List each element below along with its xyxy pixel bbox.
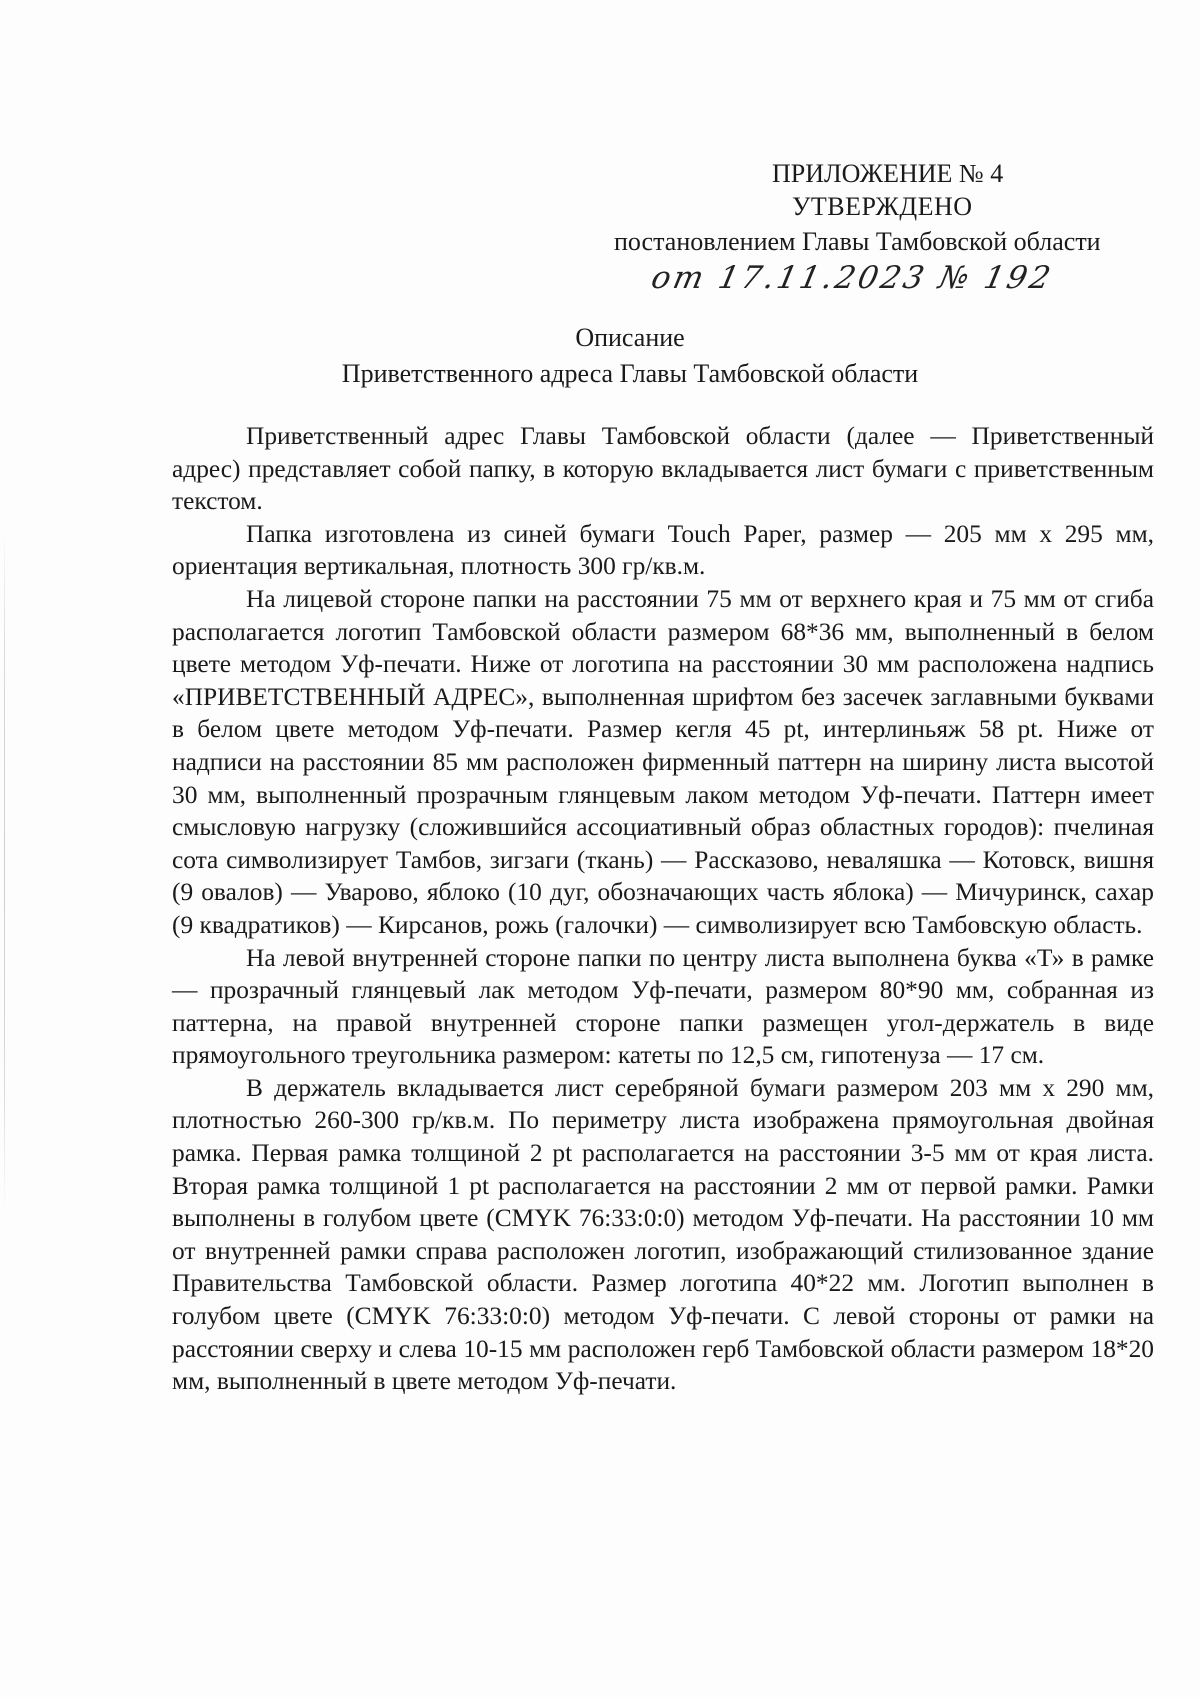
approved-label: УТВЕРЖДЕНО xyxy=(792,192,973,221)
title-line-1: Описание xyxy=(575,323,685,352)
handwritten-date-number: от 17.11.2023 № 192 xyxy=(648,260,1057,296)
paragraph: В держатель вкладывается лист серебряной бумаги размером 203 мм х 290 мм, плотностью 260-300 гр/кв.м. По периметру листа изображена прямоугольная двойная рамка. Первая рамка толщиной 2 pt располагается на расстоянии 3-5 мм от края листа. Вторая рамка толщиной 1 pt располагается на расстоянии 2 мм от первой рамки. Рамки выполнены в голубом цвете (CMYK 76:33:0:0) методом Уф-печати. На расстоянии 10 мм от внутренней рамки справа расположен логотип, изображающий стилизованное здание Правительства Тамбовской области. Размер логотипа 40*22 мм. Логотип выполнен в голубом цвете (CMYK 76:33:0:0) методом Уф-печати. С левой стороны от рамки на расстоянии сверху и слева 10-15 мм расположен герб Тамбовской области размером 18*20 мм, выполненный в цвете методом Уф-печати. xyxy=(172,1073,1154,1396)
paragraph: На левой внутренней стороне папки по центру листа выполнена буква «Т» в рамке — прозрачный глянцевый лак методом Уф-печати, размером 80*90 мм, собранная из паттерна, на правой внутренней стороне папки размещен угол-держатель в виде прямоугольного треугольника размером: катеты по 12,5 см, гипотенуза — 17 см. xyxy=(172,943,1154,1070)
scan-edge-mark xyxy=(4,520,5,1220)
document-body xyxy=(172,420,1154,1398)
approved-by-line: постановлением Главы Тамбовской области xyxy=(614,227,1101,256)
approval-block xyxy=(0,158,1200,298)
document-title xyxy=(0,320,1200,392)
paragraph: Папка изготовлена из синей бумаги Touch Paper, размер — 205 мм х 295 мм, ориентация вертикальная, плотность 300 гр/кв.м. xyxy=(172,519,1154,581)
paragraph: Приветственный адрес Главы Тамбовской области (далее — Приветственный адрес) представляет собой папку, в которую вкладывается лист бумаги с приветственным текстом. xyxy=(172,422,1154,516)
title-line-2: Приветственного адреса Главы Тамбовской области xyxy=(341,359,919,388)
paragraph: На лицевой стороне папки на расстоянии 75 мм от верхнего края и 75 мм от сгиба располагается логотип Тамбовской области размером 68*36 мм, выполненный в белом цвете методом Уф-печати. Ниже от логотипа на расстоянии 30 мм расположена надпись «ПРИВЕТСТВЕННЫЙ АДРЕС», выполненная шрифтом без засечек заглавными буквами в белом цвете методом Уф-печати. Размер кегля 45 pt, интерлиньяж 58 pt. Ниже от надписи на расстоянии 85 мм расположен фирменный паттерн на ширину листа высотой 30 мм, выполненный прозрачным глянцевым лаком методом Уф-печати. Паттерн имеет смысловую нагрузку (сложившийся ассоциативный образ областных городов): пчелиная сота символизирует Тамбов, зигзаги (ткань) — Рассказово, неваляшка — Котовск, вишня (9 овалов) — Уварово, яблоко (10 дуг, обозначающих часть яблока) — Мичуринск, сахар (9 квадратиков) — Кирсанов, рожь (галочки) — символизирует всю Тамбовскую область. xyxy=(172,584,1154,939)
appendix-number: ПРИЛОЖЕНИЕ № 4 xyxy=(772,159,1004,188)
